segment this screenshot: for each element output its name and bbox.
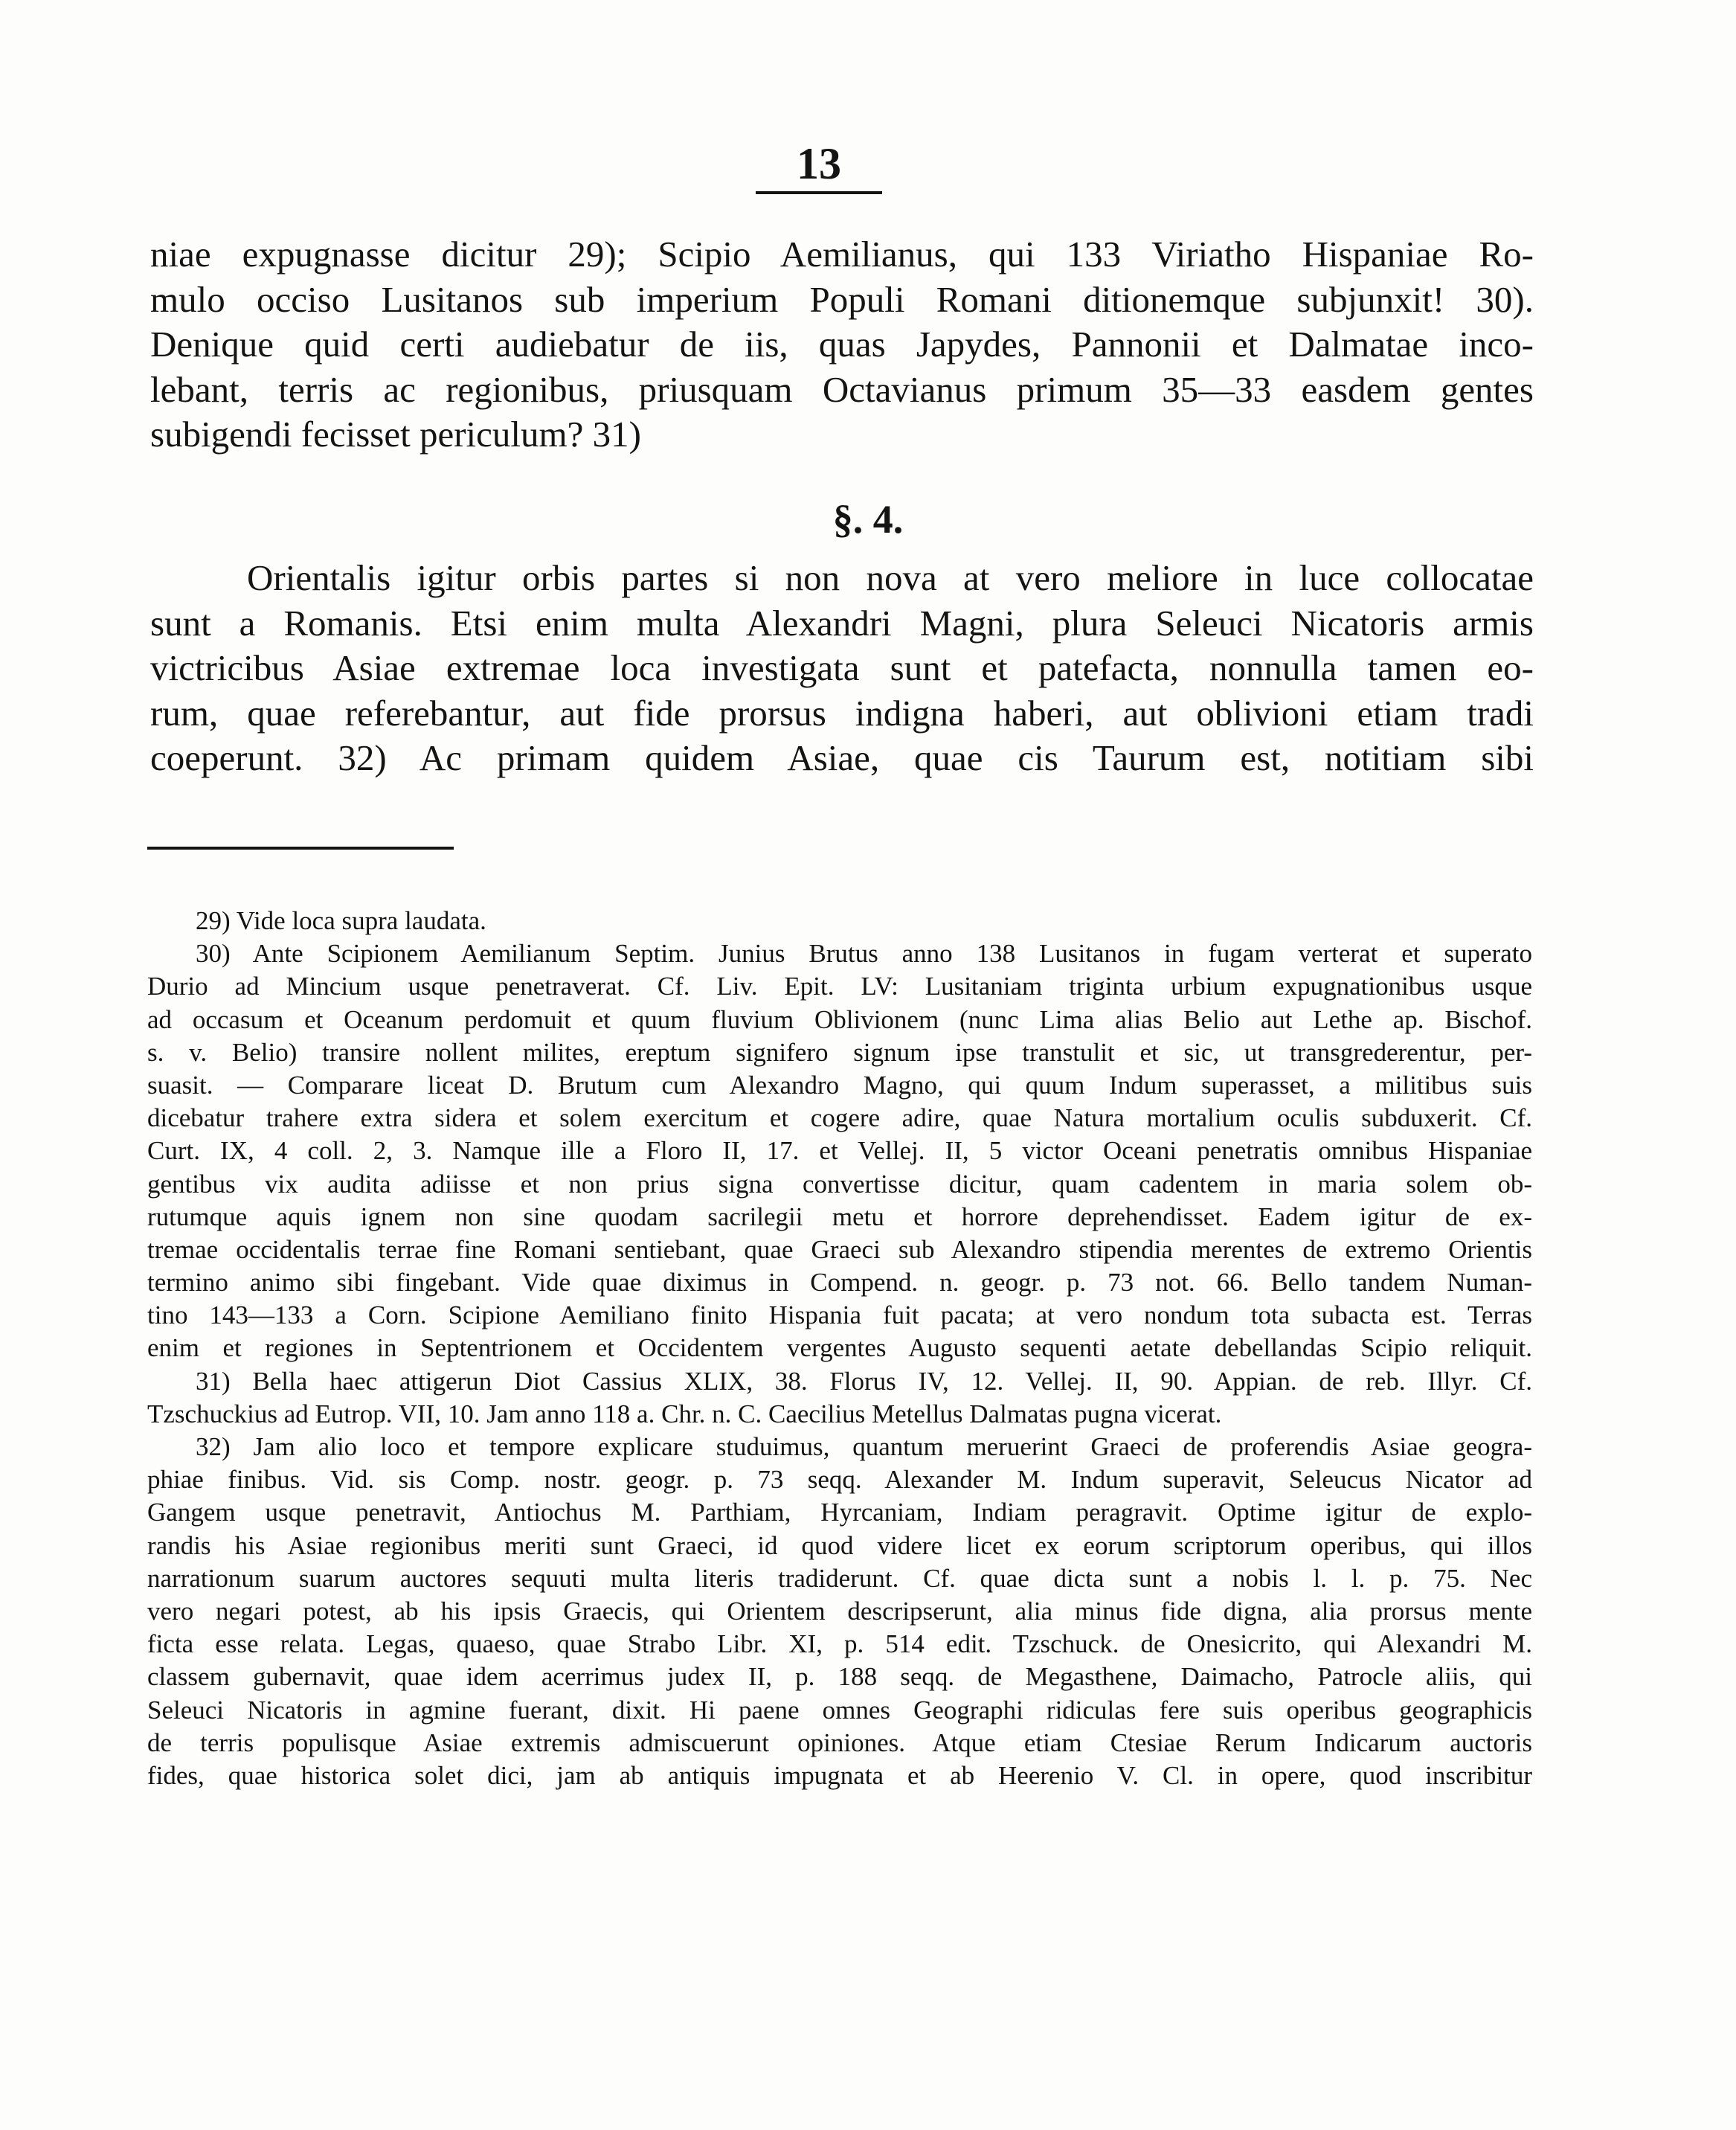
footnote-line: gentibus vix audita adiisse et non prius signa convertisse dicitur, quam cadentem in maria solem ob- [147, 1169, 1532, 1199]
footnote-line: 30) Ante Scipionem Aemilianum Septim. Junius Brutus anno 138 Lusitanos in fugam verterat et superato [196, 939, 1532, 969]
footnote-line: Curt. IX, 4 coll. 2, 3. Namque ille a Floro II, 17. et Vellej. II, 5 victor Oceani penetratis omnibus Hispaniae [147, 1136, 1532, 1166]
text-line: coeperunt. 32) Ac primam quidem Asiae, quae cis Taurum est, notitiam sibi [150, 737, 1534, 778]
footnote-line: suasit. — Comparare liceat D. Brutum cum Alexandro Magno, qui quum Indum superasset, a militibus suis [147, 1070, 1532, 1100]
text-line: Denique quid certi audiebatur de iis, quas Japydes, Pannonii et Dalmatae inco- [150, 324, 1534, 365]
footnote-line: tino 143—133 a Corn. Scipione Aemiliano finito Hispania fuit pacata; at vero nondum tota subacta est. Terras [147, 1300, 1532, 1330]
text-line: sunt a Romanis. Etsi enim multa Alexandri Magni, plura Seleuci Nicatoris armis [150, 602, 1534, 644]
footnote-line: ficta esse relata. Legas, quaeso, quae Strabo Libr. XI, p. 514 edit. Tzschuck. de Onesicrito, qui Alexandri M. [147, 1629, 1532, 1659]
footnote-line: classem gubernavit, quae idem acerrimus judex II, p. 188 seqq. de Megasthene, Daimacho, Patrocle aliis, qui [147, 1662, 1532, 1692]
text-line: victricibus Asiae extremae loca investigata sunt et patefacta, nonnulla tamen eo- [150, 647, 1534, 688]
text-line: lebant, terris ac regionibus, priusquam Octavianus primum 35—33 easdem gentes [150, 368, 1534, 410]
footnote-rule [147, 847, 454, 850]
footnote-line: Tzschuckius ad Eutrop. VII, 10. Jam anno 118 a. Chr. n. C. Caecilius Metellus Dalmatas pugna vicerat. [147, 1399, 1222, 1428]
page-number: 13 [756, 138, 882, 194]
footnote-line: s. v. Belio) transire nollent milites, ereptum signifero signum ipse transtulit et sic, ut transgrederentur, per- [147, 1037, 1532, 1067]
footnote-line: randis his Asiae regionibus meriti sunt Graeci, id quod videre licet ex eorum scriptorum operibus, qui illos [147, 1530, 1532, 1560]
footnote-line: 31) Bella haec attigerun Diot Cassius XLIX, 38. Florus IV, 12. Vellej. II, 90. Appian. de reb. Illyr. Cf. [196, 1366, 1532, 1396]
footnote-line: termino animo sibi fingebant. Vide quae diximus in Compend. n. geogr. p. 73 not. 66. Bello tandem Numan- [147, 1268, 1532, 1297]
footnote-line: de terris populisque Asiae extremis admiscuerunt opiniones. Atque etiam Ctesiae Rerum Indicarum auctoris [147, 1728, 1532, 1757]
footnote-line: phiae finibus. Vid. sis Comp. nostr. geogr. p. 73 seqq. Alexander M. Indum superavit, Seleucus Nicator ad [147, 1465, 1532, 1495]
footnote-line: enim et regiones in Septentrionem et Occidentem vergentes Augusto sequenti aetate debellandas Scipio reliquit. [147, 1333, 1532, 1363]
text-line: rum, quae referebantur, aut fide prorsus indigna haberi, aut oblivioni etiam tradi [150, 692, 1534, 734]
footnote-line: Durio ad Mincium usque penetraverat. Cf. Liv. Epit. LV: Lusitaniam triginta urbium expugnationibus usque [147, 972, 1532, 1001]
footnote-line: fides, quae historica solet dici, jam ab antiquis impugnata et ab Heerenio V. Cl. in opere, quod inscribitur [147, 1760, 1532, 1790]
footnote-line: rutumque aquis ignem non sine quodam sacrilegii metu et horrore deprehendisset. Eadem igitur de ex- [147, 1202, 1532, 1231]
paragraph-1 [150, 232, 1534, 458]
footnotes [147, 905, 1532, 1792]
footnote-line: tremae occidentalis terrae fine Romani sentiebant, quae Graeci sub Alexandro stipendia merentes de extremo Orientis [147, 1234, 1532, 1264]
footnote-line: 29) Vide loca supra laudata. [196, 906, 486, 935]
section-heading: §. 4. [832, 497, 904, 542]
paragraph-2 [150, 556, 1534, 781]
text-line: mulo occiso Lusitanos sub imperium Populi Romani ditionemque subjunxit! 30). [150, 278, 1534, 320]
footnote-line: vero negari potest, ab his ipsis Graecis, qui Orientem descripserunt, alia minus fide digna, alia prorsus mente [147, 1596, 1532, 1626]
footnote-line: dicebatur trahere extra sidera et solem exercitum et cogere adire, quae Natura mortalium oculis subduxerit. Cf. [147, 1103, 1532, 1133]
footnote-line: narrationum suarum auctores sequuti multa literis tradiderunt. Cf. quae dicta sunt a nobis l. l. p. 75. Nec [147, 1563, 1532, 1593]
text-line: niae expugnasse dicitur 29); Scipio Aemilianus, qui 133 Viriatho Hispaniae Ro- [150, 234, 1534, 275]
text-line: Orientalis igitur orbis partes si non nova at vero meliore in luce collocatae [247, 557, 1534, 598]
text-line: subigendi fecisset periculum? 31) [150, 414, 641, 455]
footnote-line: Seleuci Nicatoris in agmine fuerant, dixit. Hi paene omnes Geographi ridiculas fere suis operibus geographicis [147, 1695, 1532, 1725]
footnote-line: Gangem usque penetravit, Antiochus M. Parthiam, Hyrcaniam, Indiam peragravit. Optime igitur de explo- [147, 1498, 1532, 1527]
footnote-line: 32) Jam alio loco et tempore explicare studuimus, quantum meruerint Graeci de proferendis Asiae geogra- [196, 1432, 1532, 1461]
footnote-line: ad occasum et Oceanum perdomuit et quum fluvium Oblivionem (nunc Lima alias Belio aut Lethe ap. Bischof. [147, 1004, 1532, 1034]
